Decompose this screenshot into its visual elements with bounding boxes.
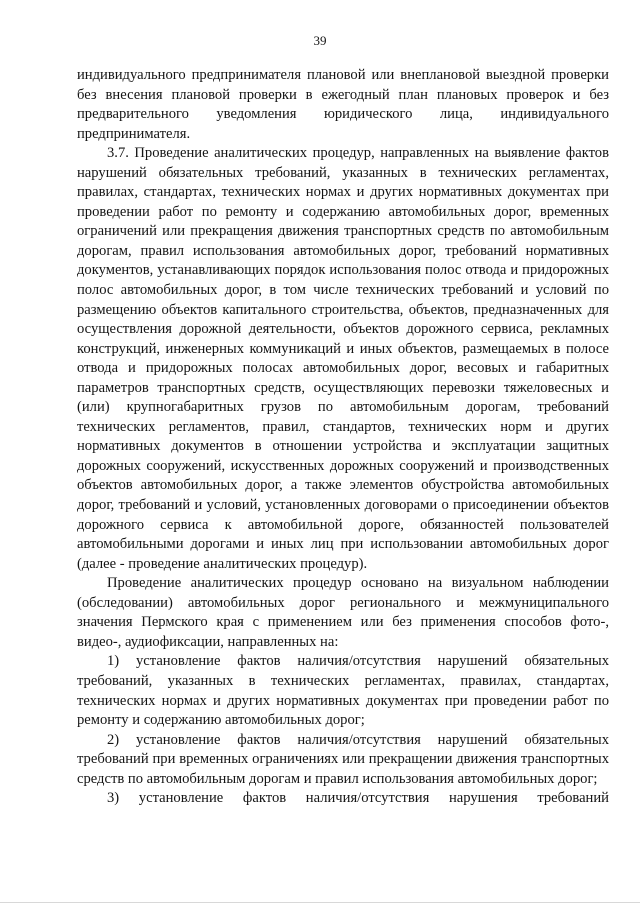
list-item-3: 3) установление фактов наличия/отсутствия нарушения требований [107,790,609,807]
paragraph-section-3-7: 3.7. Проведение аналитических процедур, направленных на выявление фактов нарушений обязательных требований, указанных в технических регламентах, правилах, стандартах, технических нормах и других нормативных документах при проведении работ по ремонту и содержанию автомобильных дорог, временных ограничений или прекращения движения транспортных средств по автомобильным дорогам, правил использования автомобильных дорог, требований нормативных документов, устанавливающих порядок использования полос отвода и придорожных полос автомобильных дорог, в том числе технических требований и условий по размещению объектов капитального строительства, объектов, предназначенных для осуществления дорожной деятельности, объектов дорожного сервиса, рекламных конструкций, инженерных коммуникаций и иных объектов, размещаемых в полосе отвода и придорожных полосах автомобильных дорог, весовых и габаритных параметров транспортных средств, осуществляющих перевозки тяжеловесных и (или) крупногабаритных грузов по автомобильным дорогам, требований технических регламентов, правил, стандартов, технических норм и других нормативных документов в отношении устройства и эксплуатации защитных дорожных сооружений, искусственных дорожных сооружений и производственных объектов автомобильных дорог, а также элементов обустройства автомобильных дорог, требований и условий, установленных договорами о присоединении объектов дорожного сервиса к автомобильной дороге, обязанностей пользователей автомобильными дорогами и иных лиц при использовании автомобильных дорог (далее - проведение аналитических процедур). [77,145,609,572]
document-body [77,66,609,809]
list-item-2: 2) установление фактов наличия/отсутствия нарушений обязательных требований при временных ограничениях или прекращении движения транспортных средств по автомобильным дорогам и правил использования автомобильных дорог; [77,731,609,787]
scan-edge-divider [0,902,640,903]
paragraph-analytical-basis: Проведение аналитических процедур основано на визуальном наблюдении (обследовании) автомобильных дорог регионального и межмуниципального значения Пермского края с применением или без применения способов фото-, видео-, аудиофиксации, направленных на: [77,575,609,650]
list-item-1: 1) установление фактов наличия/отсутствия нарушений обязательных требований, указанных в технических регламентах, правилах, стандартах, технических нормах и других нормативных документах при проведении работ по ремонту и содержанию автомобильных дорог; [77,653,609,729]
paragraph-continuation: индивидуального предпринимателя плановой или внеплановой выездной проверки без внесения плановой проверки в ежегодный план плановых проверок и без предварительного уведомления юридического лица, индивидуального предпринимателя. [77,67,609,142]
page-number: 39 [313,33,327,48]
